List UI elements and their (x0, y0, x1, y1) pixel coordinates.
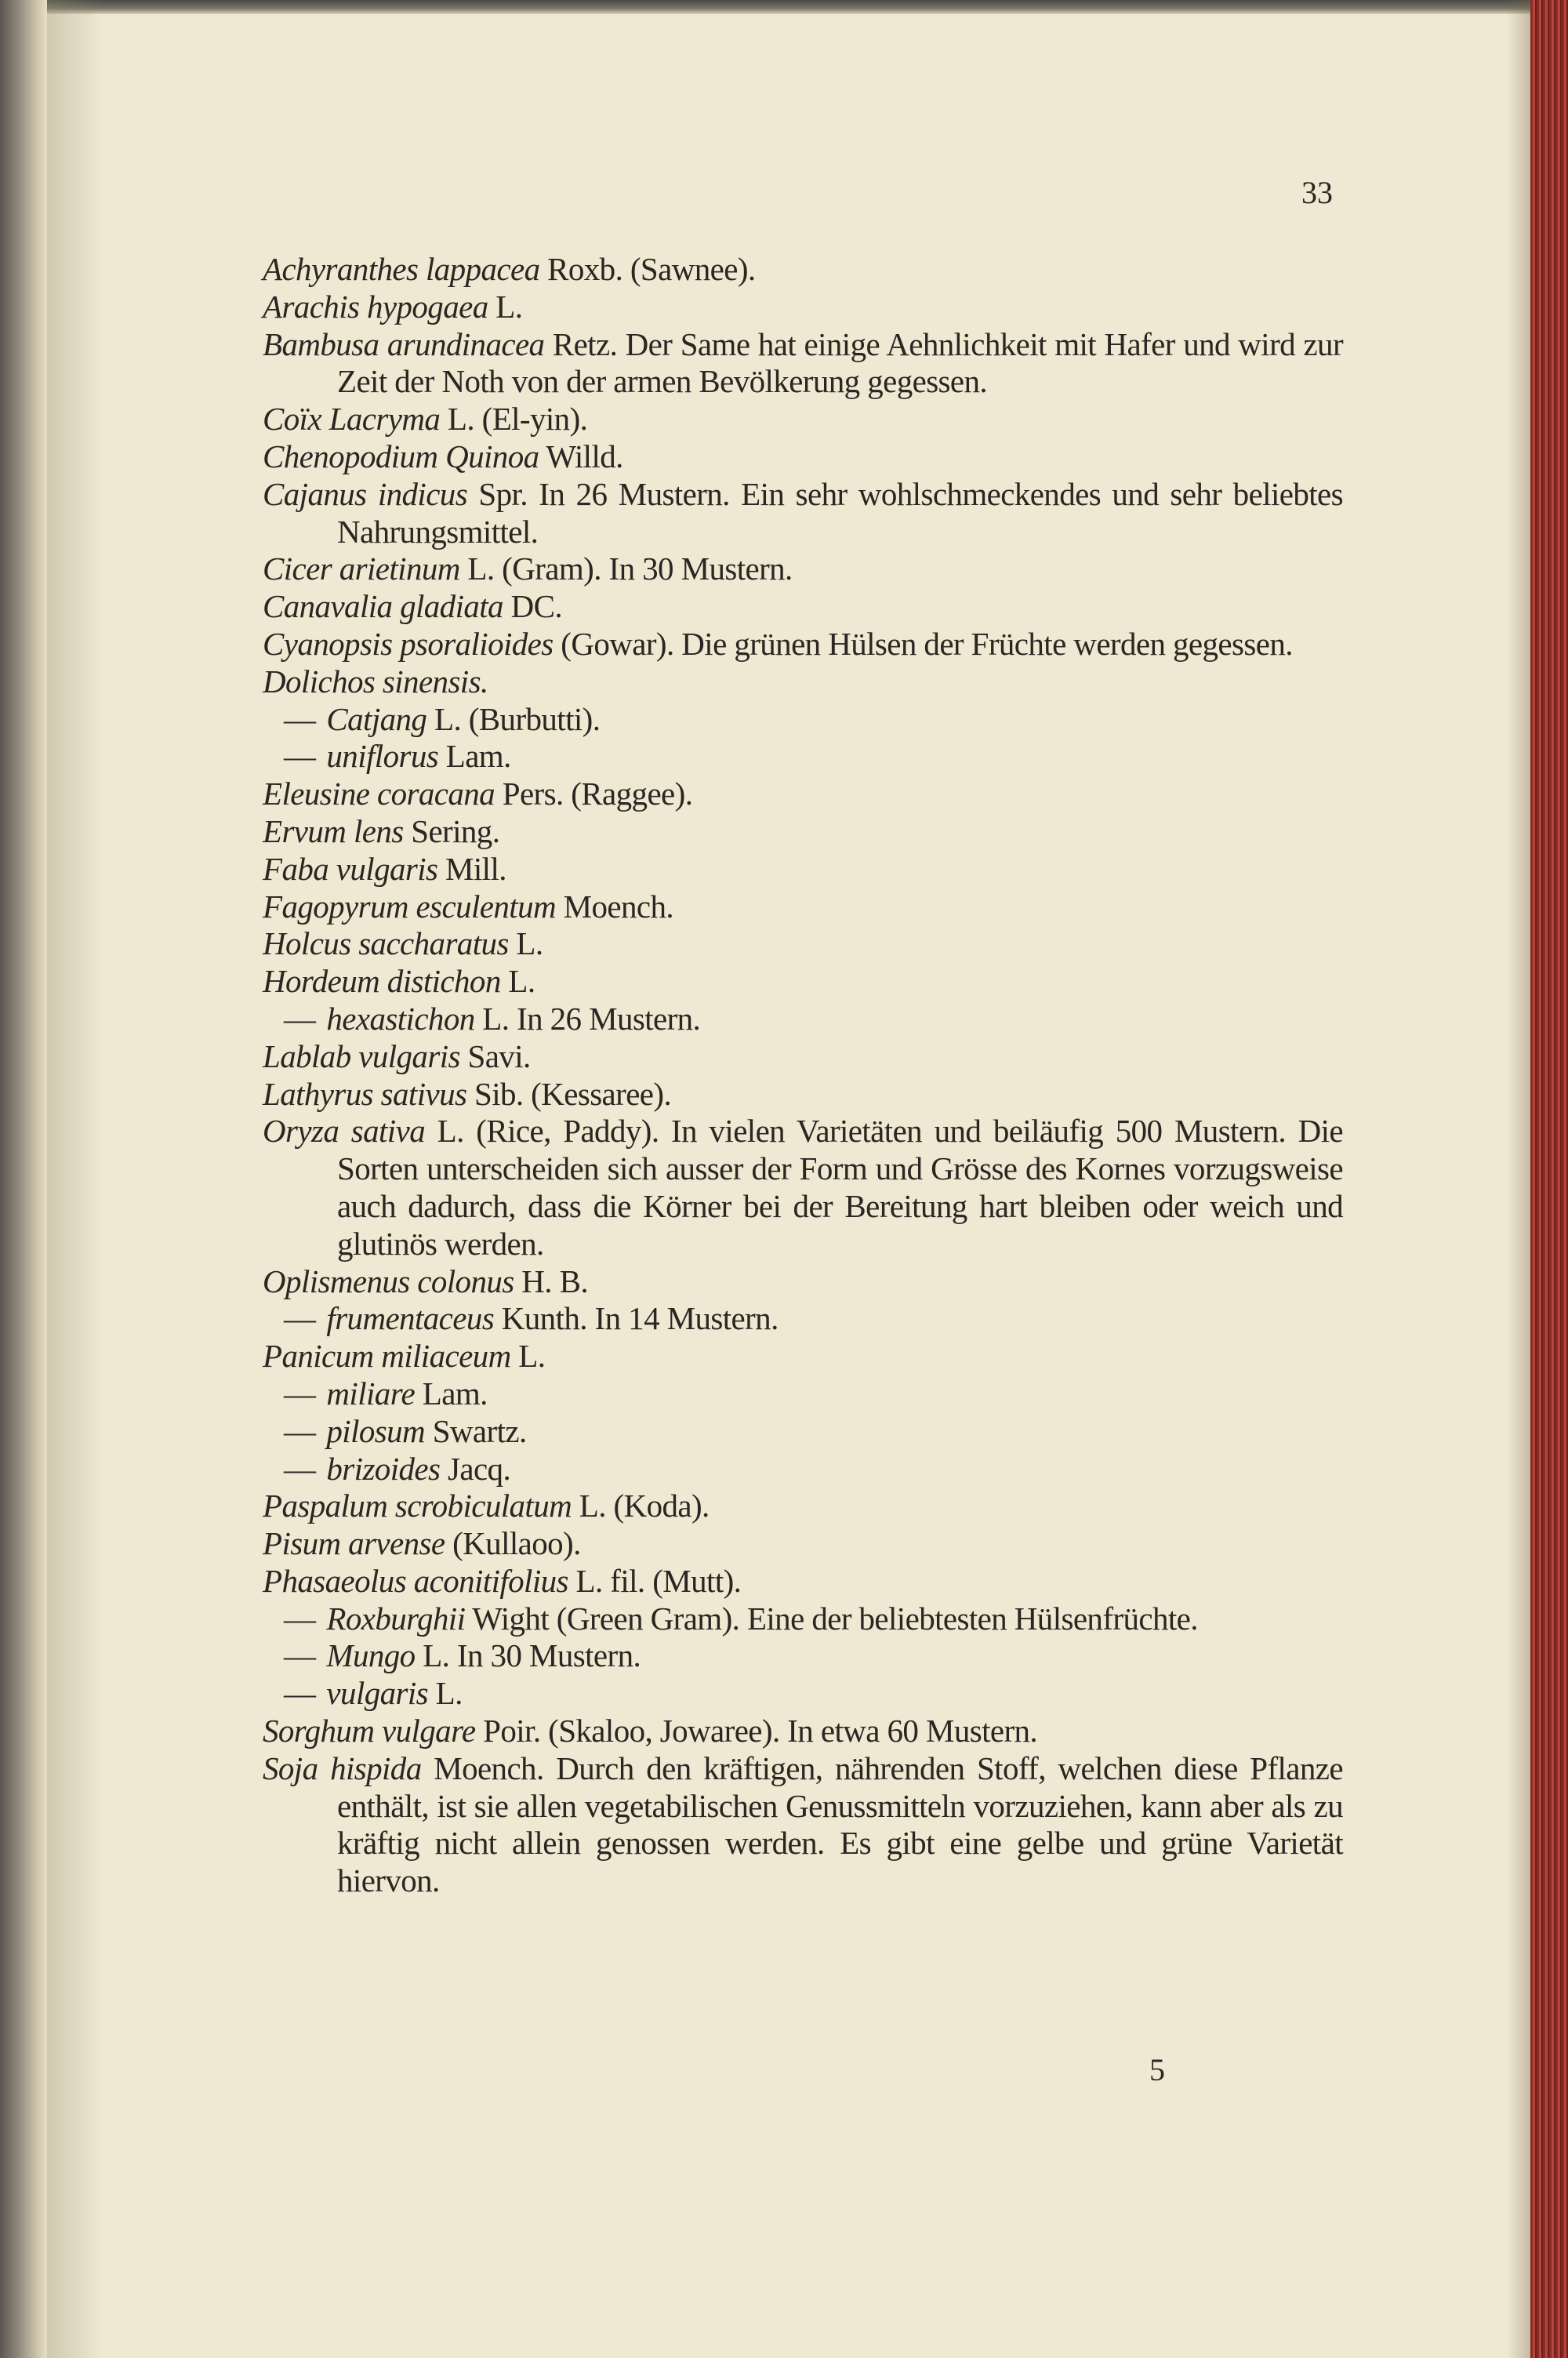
species-name: Sorghum vulgare (263, 1713, 476, 1749)
species-name: miliare (326, 1375, 416, 1412)
species-name: Lablab vulgaris (263, 1037, 460, 1074)
species-entry (263, 1451, 1343, 1488)
ditto-dash: — (284, 1675, 316, 1712)
scan-top-edge (0, 0, 1568, 14)
species-name: Roxburghii (326, 1600, 466, 1637)
ditto-dash: — (284, 738, 316, 775)
species-entry (263, 925, 1343, 963)
signature-mark: 5 (1149, 2052, 1165, 2087)
species-name: Cyanopsis psoralioides (263, 625, 554, 662)
species-name: Dolichos sinensis. (263, 663, 488, 699)
book-binding-edge (0, 0, 47, 2358)
species-name: Ervum lens (263, 812, 404, 849)
species-description: Willd. (539, 438, 623, 474)
species-description: Pers. (Raggee). (495, 776, 693, 812)
species-description: L. (Gram). In 30 Mustern. (459, 550, 793, 587)
species-entry (263, 401, 1343, 438)
species-entry (263, 1038, 1343, 1076)
species-description: L. (Burbutti). (426, 700, 601, 737)
page-edge-shadow (1507, 0, 1530, 2358)
species-name: Cicer arietinum (263, 550, 460, 587)
species-entry (263, 626, 1343, 663)
species-description: Swartz. (425, 1412, 527, 1449)
ditto-dash: — (284, 1412, 316, 1449)
species-description: Retz. Der Same hat einige Aehnlichkeit mit Hafer und wird zur Zeit der Noth von der armen Bevölkerung gegessen. (337, 325, 1344, 400)
species-entry (263, 1338, 1343, 1375)
species-entry (263, 1525, 1343, 1563)
species-entry (263, 1488, 1343, 1525)
species-name: Soja hispida (263, 1749, 422, 1786)
species-name: Mungo (326, 1637, 416, 1674)
species-entry (263, 963, 1343, 1001)
species-name: Panicum miliaceum (263, 1338, 511, 1375)
species-entry (263, 251, 1343, 289)
species-entry (263, 1750, 1343, 1900)
gutter-shadow (47, 0, 102, 2358)
species-name: Chenopodium Quinoa (263, 438, 539, 474)
species-name: Faba vulgaris (263, 850, 438, 887)
species-description: L. In 30 Mustern. (415, 1637, 641, 1674)
species-entry (263, 588, 1343, 626)
page-number: 33 (1301, 175, 1333, 210)
species-entry (263, 438, 1343, 476)
species-description: Wight (Green Gram). Eine der beliebtesten Hülsenfrüchte. (465, 1600, 1198, 1637)
species-name: vulgaris (326, 1675, 428, 1712)
species-entry (263, 701, 1343, 739)
species-description: DC. (503, 588, 563, 625)
species-description: L. In 26 Mustern. (474, 1000, 701, 1037)
species-name: Oplismenus colonus (263, 1263, 514, 1299)
species-entry (263, 1713, 1343, 1750)
species-entry (263, 1413, 1343, 1451)
ditto-dash: — (284, 700, 316, 737)
ditto-dash: — (284, 1450, 316, 1487)
species-name: Fagopyrum esculentum (263, 888, 556, 925)
species-name: pilosum (326, 1412, 426, 1449)
ditto-dash: — (284, 1000, 316, 1037)
species-list (263, 251, 1343, 1900)
species-description: L. (Rice, Paddy). In vielen Varietäten und beiläufig 500 Mustern. Die Sorten unterscheiden sich ausser der Form und Grösse des Kornes vorzugsweise auch dadurch, dass die Körner bei der Bereitung hart bleiben oder weich und glutinös werden. (337, 1113, 1343, 1262)
species-name: brizoides (326, 1450, 441, 1487)
red-page-edges (1530, 0, 1568, 2358)
species-description: Sib. (Kessaree). (466, 1075, 672, 1112)
species-description: Mill. (437, 850, 506, 887)
species-entry (263, 1675, 1343, 1713)
ditto-dash: — (284, 1637, 316, 1674)
ditto-dash: — (284, 1300, 316, 1337)
species-entry (263, 1263, 1343, 1301)
species-description: L. (428, 1675, 463, 1712)
species-entry (263, 289, 1343, 326)
species-name: Lathyrus sativus (263, 1075, 467, 1112)
species-name: Canavalia gladiata (263, 588, 503, 625)
species-entry (263, 1600, 1343, 1638)
species-description: Lam. (438, 738, 511, 775)
species-name: Eleusine coracana (263, 776, 495, 812)
species-name: Arachis hypogaea (263, 288, 488, 325)
species-description: Lam. (415, 1375, 488, 1412)
species-entry (263, 1375, 1343, 1413)
species-name: Catjang (326, 700, 427, 737)
species-name: Bambusa arundinacea (263, 325, 545, 362)
species-description: Moench. Durch den kräftigen, nährenden Stoff, welchen diese Pflanze enthält, ist sie allen vegetabilischen Genussmitteln vorzuziehen, kann aber als zu kräftig nicht allein genossen werden. Es gibt eine gelbe und grüne Varietät hiervon. (337, 1749, 1343, 1899)
species-entry (263, 738, 1343, 776)
species-name: Holcus saccharatus (263, 925, 509, 962)
species-name: uniflorus (326, 738, 439, 775)
ditto-dash: — (284, 1375, 316, 1412)
species-entry (263, 851, 1343, 888)
species-description: H. B. (514, 1263, 588, 1299)
species-description: L. (488, 288, 523, 325)
species-description: Roxb. (Sawnee). (539, 251, 756, 287)
species-entry (263, 1076, 1343, 1114)
species-description: Spr. In 26 Mustern. Ein sehr wohlschmeckendes und sehr beliebtes Nahrungsmittel. (337, 475, 1343, 550)
species-name: Coïx Lacryma (263, 401, 441, 438)
species-entry (263, 776, 1343, 813)
species-description: Sering. (403, 812, 500, 849)
species-name: Phasaeolus aconitifolius (263, 1562, 568, 1599)
species-name: Achyranthes lappacea (263, 251, 540, 287)
species-entry (263, 550, 1343, 588)
species-entry (263, 888, 1343, 926)
species-entry (263, 326, 1343, 401)
species-entry (263, 1300, 1343, 1338)
species-name: Paspalum scrobiculatum (263, 1488, 572, 1524)
species-name: frumentaceus (326, 1300, 495, 1337)
species-name: Oryza sativa (263, 1113, 426, 1150)
species-entry (263, 813, 1343, 851)
species-description: Savi. (459, 1037, 531, 1074)
species-entry (263, 663, 1343, 701)
species-description: L. (500, 963, 535, 1000)
species-description: Jacq. (440, 1450, 511, 1487)
ditto-dash: — (284, 1600, 316, 1637)
species-description: L. (El-yin). (440, 401, 588, 438)
species-description: (Kullaoo). (445, 1525, 581, 1562)
species-entry (263, 1563, 1343, 1600)
species-entry (263, 1001, 1343, 1038)
species-description: Poir. (Skaloo, Jowaree). In etwa 60 Mustern. (475, 1713, 1038, 1749)
species-description: L. (510, 1338, 546, 1375)
species-name: Hordeum distichon (263, 963, 501, 1000)
species-description: Moench. (556, 888, 674, 925)
species-name: Cajanus indicus (263, 475, 468, 512)
species-description: (Gowar). Die grünen Hülsen der Früchte werden gegessen. (553, 625, 1293, 662)
species-description: Kunth. In 14 Mustern. (494, 1300, 779, 1337)
species-description: L. (508, 925, 543, 962)
species-description: L. (Koda). (572, 1488, 710, 1524)
species-name: Pisum arvense (263, 1525, 445, 1562)
species-entry (263, 476, 1343, 551)
species-name: hexastichon (326, 1000, 475, 1037)
species-entry (263, 1637, 1343, 1675)
species-entry (263, 1113, 1343, 1263)
species-description: L. fil. (Mutt). (568, 1562, 742, 1599)
